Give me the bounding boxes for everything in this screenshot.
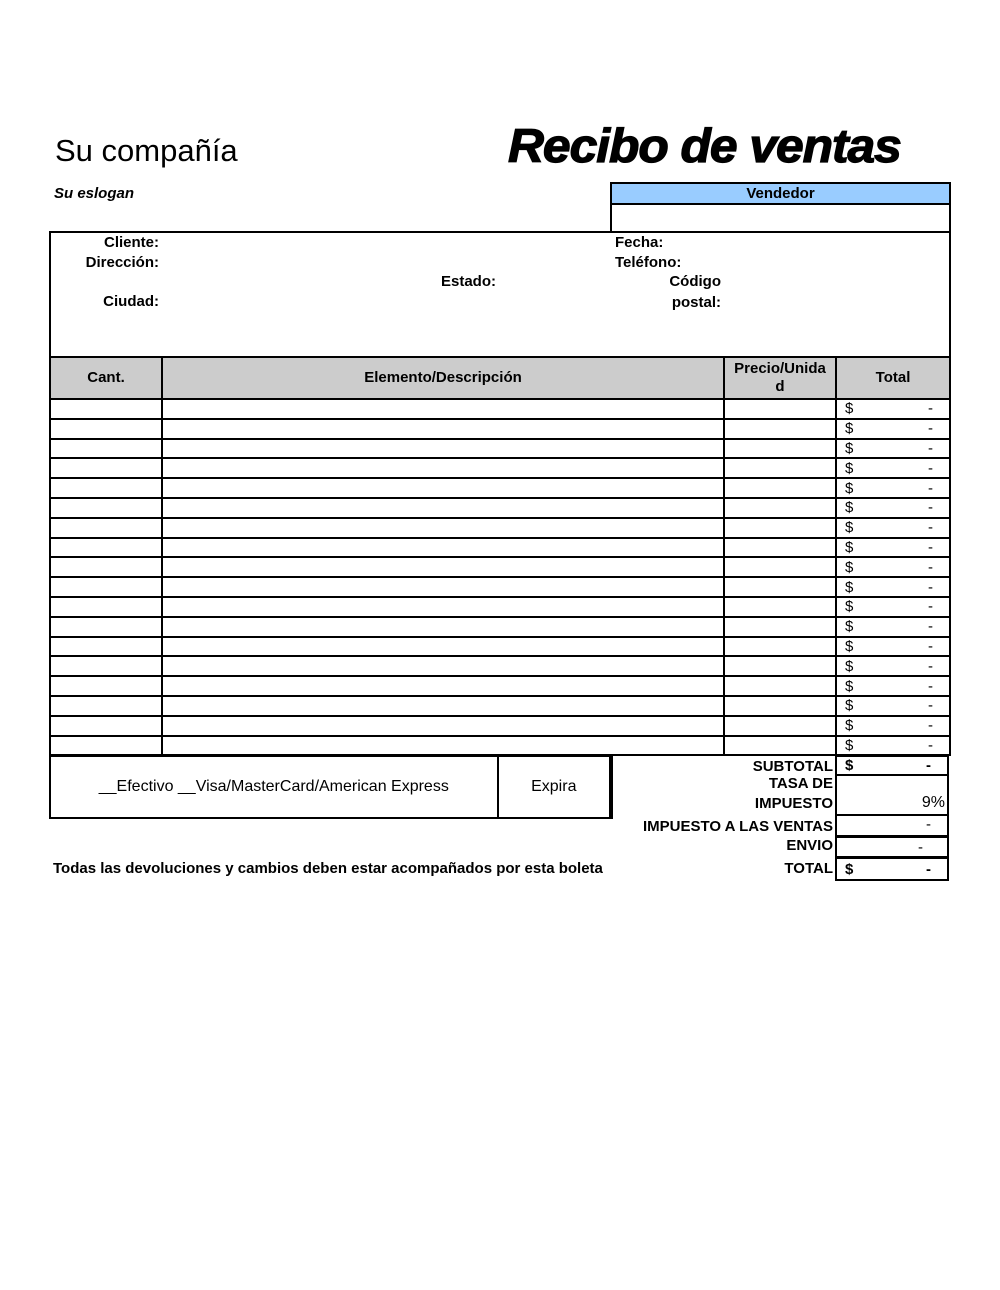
telefono-label: Teléfono: xyxy=(615,254,682,271)
sales-tax-value: - xyxy=(835,814,949,837)
tax-rate-label-2: IMPUESTO xyxy=(754,795,833,812)
description-cell[interactable] xyxy=(162,439,724,459)
cliente-label: Cliente: xyxy=(103,234,159,251)
currency-symbol: $ xyxy=(845,420,854,438)
vendor-field[interactable] xyxy=(612,205,949,233)
qty-cell[interactable] xyxy=(50,557,162,577)
unit-price-cell[interactable] xyxy=(724,439,836,459)
line-total-cell xyxy=(836,538,950,558)
line-total-cell xyxy=(836,458,950,478)
line-total-value: - xyxy=(928,538,933,556)
line-total-cell xyxy=(836,439,950,459)
table-row xyxy=(50,637,950,657)
grand-total-value: $ - xyxy=(835,857,949,881)
table-row xyxy=(50,538,950,558)
table-row xyxy=(50,736,950,756)
description-cell[interactable] xyxy=(162,498,724,518)
qty-cell[interactable] xyxy=(50,538,162,558)
expira-label: Expira xyxy=(499,757,611,817)
currency-symbol: $ xyxy=(845,637,854,655)
table-row xyxy=(50,458,950,478)
description-cell[interactable] xyxy=(162,577,724,597)
unit-price-cell[interactable] xyxy=(724,557,836,577)
qty-cell[interactable] xyxy=(50,458,162,478)
table-row xyxy=(50,676,950,696)
postal-label: postal: xyxy=(671,294,721,311)
qty-cell[interactable] xyxy=(50,617,162,637)
direccion-label: Dirección: xyxy=(85,254,159,271)
subtotal-value: $ - xyxy=(835,755,949,776)
table-row xyxy=(50,577,950,597)
unit-price-cell[interactable] xyxy=(724,676,836,696)
line-total-value: - xyxy=(928,400,933,418)
currency-symbol: $ xyxy=(845,578,854,596)
line-total-value: - xyxy=(928,459,933,477)
description-cell[interactable] xyxy=(162,676,724,696)
table-row xyxy=(50,656,950,676)
table-row xyxy=(50,557,950,577)
description-cell[interactable] xyxy=(162,557,724,577)
line-items-table xyxy=(49,356,951,756)
line-total-value: - xyxy=(928,499,933,517)
currency-symbol: $ xyxy=(845,598,854,616)
qty-cell[interactable] xyxy=(50,518,162,538)
description-cell[interactable] xyxy=(162,419,724,439)
unit-price-cell[interactable] xyxy=(724,597,836,617)
description-cell[interactable] xyxy=(162,617,724,637)
qty-cell[interactable] xyxy=(50,676,162,696)
description-cell[interactable] xyxy=(162,399,724,419)
subtotal-label: SUBTOTAL xyxy=(752,758,833,775)
line-total-cell xyxy=(836,498,950,518)
currency-symbol: $ xyxy=(845,499,854,517)
table-row xyxy=(50,439,950,459)
line-total-cell xyxy=(836,637,950,657)
table-row xyxy=(50,617,950,637)
unit-price-cell[interactable] xyxy=(724,399,836,419)
shipping-value[interactable]: - xyxy=(835,836,949,858)
table-row xyxy=(50,478,950,498)
table-row xyxy=(50,597,950,617)
line-total-cell xyxy=(836,557,950,577)
company-slogan: Su eslogan xyxy=(54,185,135,202)
currency-symbol: $ xyxy=(845,400,854,418)
qty-cell[interactable] xyxy=(50,478,162,498)
estado-field[interactable] xyxy=(500,272,610,290)
table-row xyxy=(50,716,950,736)
line-total-cell xyxy=(836,399,950,419)
line-total-cell xyxy=(836,696,950,716)
line-total-value: - xyxy=(928,677,933,695)
line-total-value: - xyxy=(928,618,933,636)
unit-price-cell[interactable] xyxy=(724,577,836,597)
unit-price-cell[interactable] xyxy=(724,458,836,478)
table-row xyxy=(50,399,950,419)
line-total-cell xyxy=(836,617,950,637)
tax-rate-value[interactable]: 9% xyxy=(835,774,949,816)
currency-symbol: $ xyxy=(845,479,854,497)
qty-cell[interactable] xyxy=(50,577,162,597)
ciudad-label: Ciudad: xyxy=(103,293,159,310)
description-cell[interactable] xyxy=(162,716,724,736)
line-total-cell xyxy=(836,656,950,676)
line-total-value: - xyxy=(928,558,933,576)
unit-price-cell[interactable] xyxy=(724,419,836,439)
ciudad-field[interactable] xyxy=(165,292,395,310)
description-cell[interactable] xyxy=(162,736,724,756)
shipping-label: ENVIO xyxy=(786,837,833,854)
description-cell[interactable] xyxy=(162,597,724,617)
table-row xyxy=(50,419,950,439)
qty-cell[interactable] xyxy=(50,419,162,439)
description-cell[interactable] xyxy=(162,518,724,538)
qty-cell[interactable] xyxy=(50,736,162,756)
currency-symbol: $ xyxy=(845,677,854,695)
document-title: Recibo de ventas xyxy=(508,119,901,172)
sales-tax-label: IMPUESTO A LAS VENTAS xyxy=(642,818,833,835)
currency-symbol: $ xyxy=(845,717,854,735)
currency-symbol: $ xyxy=(845,538,854,556)
line-total-value: - xyxy=(928,717,933,735)
line-total-cell xyxy=(836,716,950,736)
line-total-cell xyxy=(836,676,950,696)
qty-cell[interactable] xyxy=(50,399,162,419)
line-total-value: - xyxy=(928,697,933,715)
description-cell[interactable] xyxy=(162,538,724,558)
line-total-value: - xyxy=(928,420,933,438)
unit-price-cell[interactable] xyxy=(724,518,836,538)
tax-rate-label-1: TASA DE xyxy=(768,775,833,792)
description-cell[interactable] xyxy=(162,656,724,676)
line-total-value: - xyxy=(928,657,933,675)
currency-symbol: $ xyxy=(845,697,854,715)
codigo-label: Código xyxy=(669,273,721,290)
unit-price-cell[interactable] xyxy=(724,736,836,756)
qty-cell[interactable] xyxy=(50,439,162,459)
unit-price-cell[interactable] xyxy=(724,637,836,657)
currency-symbol: $ xyxy=(845,459,854,477)
returns-policy-note: Todas las devoluciones y cambios deben estar acompañados por esta boleta xyxy=(53,860,603,877)
line-total-value: - xyxy=(928,578,933,596)
line-total-cell xyxy=(836,597,950,617)
company-name: Su compañía xyxy=(55,133,238,168)
unit-price-cell[interactable] xyxy=(724,617,836,637)
column-header-qty: Cant. xyxy=(50,357,162,399)
currency-symbol: $ xyxy=(845,519,854,537)
vendor-label: Vendedor xyxy=(612,184,949,205)
codigo-postal-field[interactable] xyxy=(726,292,940,310)
cliente-field[interactable] xyxy=(165,233,395,251)
vendor-box xyxy=(610,182,951,233)
currency-symbol: $ xyxy=(845,439,854,457)
line-total-cell xyxy=(836,478,950,498)
line-total-cell xyxy=(836,577,950,597)
fecha-label: Fecha: xyxy=(615,234,664,251)
line-total-value: - xyxy=(928,439,933,457)
qty-cell[interactable] xyxy=(50,597,162,617)
currency-symbol: $ xyxy=(845,736,854,754)
unit-price-cell[interactable] xyxy=(724,498,836,518)
unit-price-cell[interactable] xyxy=(724,538,836,558)
qty-cell[interactable] xyxy=(50,716,162,736)
qty-cell[interactable] xyxy=(50,498,162,518)
qty-cell[interactable] xyxy=(50,656,162,676)
currency-symbol: $ xyxy=(845,618,854,636)
table-row xyxy=(50,498,950,518)
direccion-field[interactable] xyxy=(165,253,395,271)
payment-methods[interactable]: __Efectivo __Visa/MasterCard/American Express xyxy=(51,757,499,817)
column-header-unit-price: Precio/Unida d xyxy=(724,357,836,399)
line-total-cell xyxy=(836,736,950,756)
unit-price-cell[interactable] xyxy=(724,716,836,736)
currency-symbol: $ xyxy=(845,657,854,675)
column-header-total: Total xyxy=(836,357,950,399)
table-row xyxy=(50,518,950,538)
line-total-value: - xyxy=(928,637,933,655)
description-cell[interactable] xyxy=(162,478,724,498)
unit-price-cell[interactable] xyxy=(724,478,836,498)
line-total-value: - xyxy=(928,598,933,616)
qty-cell[interactable] xyxy=(50,637,162,657)
description-cell[interactable] xyxy=(162,458,724,478)
qty-cell[interactable] xyxy=(50,696,162,716)
line-total-cell xyxy=(836,419,950,439)
line-total-value: - xyxy=(928,519,933,537)
line-total-cell xyxy=(836,518,950,538)
column-header-description: Elemento/Descripción xyxy=(162,357,724,399)
description-cell[interactable] xyxy=(162,637,724,657)
total-label: TOTAL xyxy=(784,860,833,877)
table-row xyxy=(50,696,950,716)
table-header-row xyxy=(50,357,950,399)
payment-box xyxy=(49,755,613,819)
unit-price-cell[interactable] xyxy=(724,696,836,716)
currency-symbol: $ xyxy=(845,558,854,576)
estado-label: Estado: xyxy=(440,273,496,290)
description-cell[interactable] xyxy=(162,696,724,716)
unit-price-cell[interactable] xyxy=(724,656,836,676)
line-total-value: - xyxy=(928,736,933,754)
fecha-field[interactable] xyxy=(670,233,940,251)
line-total-value: - xyxy=(928,479,933,497)
telefono-field[interactable] xyxy=(690,253,940,271)
